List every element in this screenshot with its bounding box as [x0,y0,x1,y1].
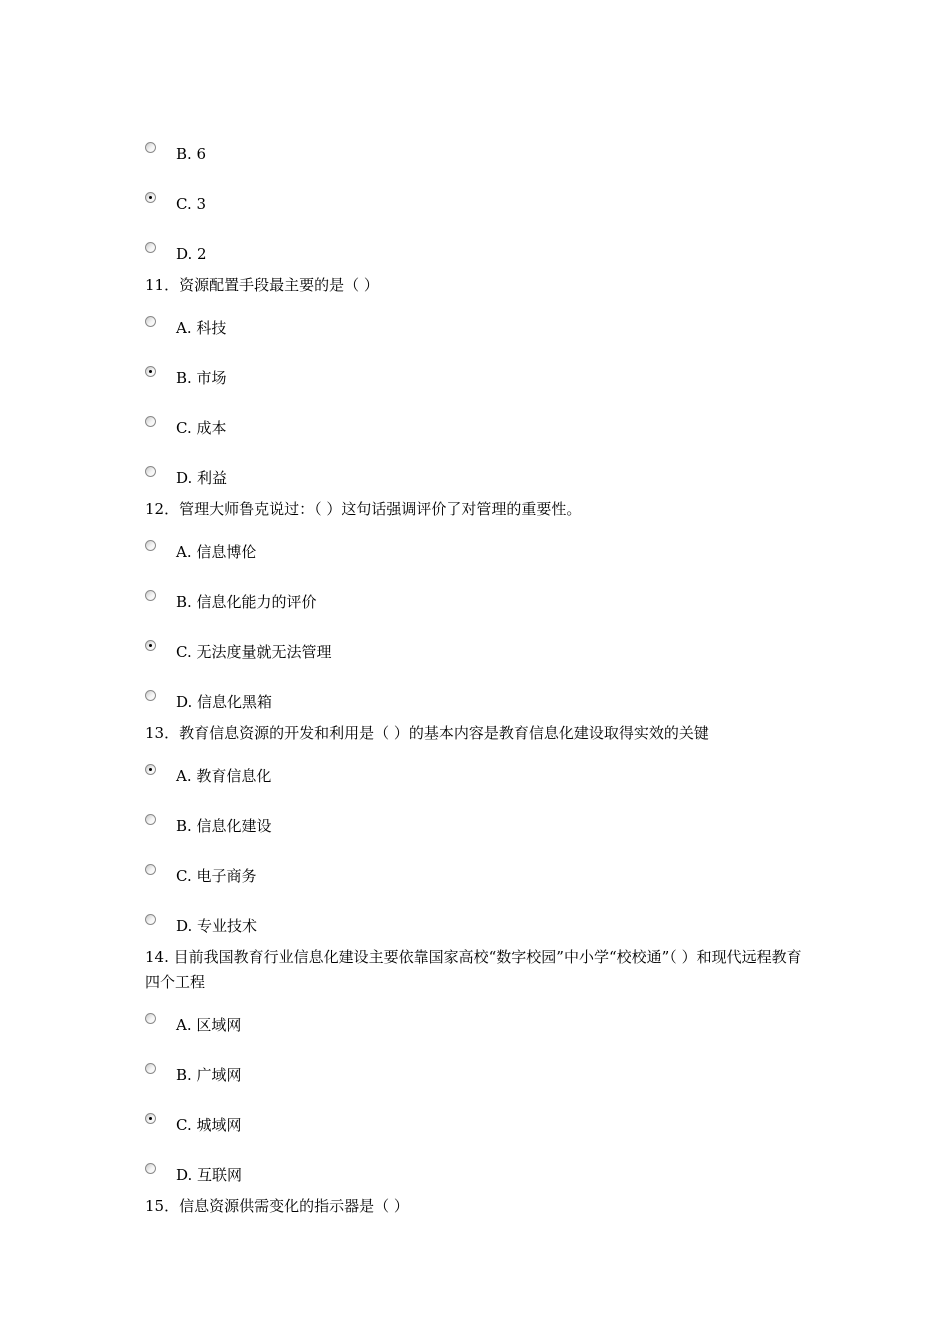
option-q10-d[interactable] [145,243,207,265]
option-label: C. 无法度量就无法管理 [176,643,332,661]
option-q10-c[interactable] [145,193,206,215]
radio-button-checked-icon[interactable] [145,1113,156,1124]
radio-button-icon[interactable] [145,142,156,153]
option-q11-a[interactable] [145,317,226,339]
option-q12-b[interactable] [145,591,317,613]
radio-button-icon[interactable] [145,316,156,327]
option-q14-d[interactable] [145,1164,242,1186]
option-label: A. 科技 [176,319,227,337]
question-11-text: 11．资源配置手段最主要的是（ ） [145,276,379,294]
radio-button-icon[interactable] [145,690,156,701]
option-label: C. 电子商务 [176,867,257,885]
option-q12-d[interactable] [145,691,272,713]
option-q12-a[interactable] [145,541,256,563]
question-15-text: 15．信息资源供需变化的指示器是（ ） [145,1197,409,1215]
radio-button-checked-icon[interactable] [145,366,156,377]
radio-button-icon[interactable] [145,814,156,825]
option-q14-a[interactable] [145,1014,241,1036]
option-q13-d[interactable] [145,915,257,937]
option-q13-b[interactable] [145,815,272,837]
option-q14-b[interactable] [145,1064,242,1086]
radio-button-icon[interactable] [145,590,156,601]
radio-button-icon[interactable] [145,1063,156,1074]
question-14-text: 14. 目前我国教育行业信息化建设主要依靠国家高校“数字校园”中小学“校校通”（ ）和现代远程教育四个工程 [145,948,802,991]
option-q14-c[interactable] [145,1114,241,1136]
option-label: C. 城域网 [176,1116,242,1134]
option-label: D. 专业技术 [176,917,258,935]
option-label: B. 6 [176,145,207,163]
option-label: D. 互联网 [176,1166,243,1184]
radio-button-icon[interactable] [145,540,156,551]
option-q11-d[interactable] [145,467,227,489]
option-q11-c[interactable] [145,417,226,439]
radio-button-icon[interactable] [145,864,156,875]
option-label: C. 3 [176,195,207,213]
option-label: B. 信息化建设 [176,817,272,835]
radio-button-icon[interactable] [145,242,156,253]
option-q13-a[interactable] [145,765,271,787]
radio-button-checked-icon[interactable] [145,640,156,651]
option-label: B. 市场 [176,369,227,387]
option-label: A. 教育信息化 [176,767,272,785]
question-12-text: 12．管理大师鲁克说过：（ ）这句话强调评价了对管理的重要性。 [145,500,582,518]
radio-button-icon[interactable] [145,1013,156,1024]
option-label: C. 成本 [176,419,227,437]
option-q10-b[interactable] [145,143,206,165]
radio-button-icon[interactable] [145,914,156,925]
radio-button-checked-icon[interactable] [145,764,156,775]
option-label: B. 广域网 [176,1066,242,1084]
radio-button-checked-icon[interactable] [145,192,156,203]
radio-button-icon[interactable] [145,1163,156,1174]
option-q11-b[interactable] [145,367,227,389]
option-q13-c[interactable] [145,865,256,887]
option-label: A. 信息博伦 [176,543,257,561]
option-q12-c[interactable] [145,641,331,663]
option-label: D. 信息化黑箱 [176,693,273,711]
radio-button-icon[interactable] [145,466,156,477]
option-label: D. 2 [176,245,207,263]
option-label: A. 区域网 [176,1016,242,1034]
option-label: D. 利益 [176,469,228,487]
radio-button-icon[interactable] [145,416,156,427]
option-label: B. 信息化能力的评价 [176,593,317,611]
question-13-text: 13．教育信息资源的开发和利用是（ ）的基本内容是教育信息化建设取得实效的关键 [145,724,709,742]
